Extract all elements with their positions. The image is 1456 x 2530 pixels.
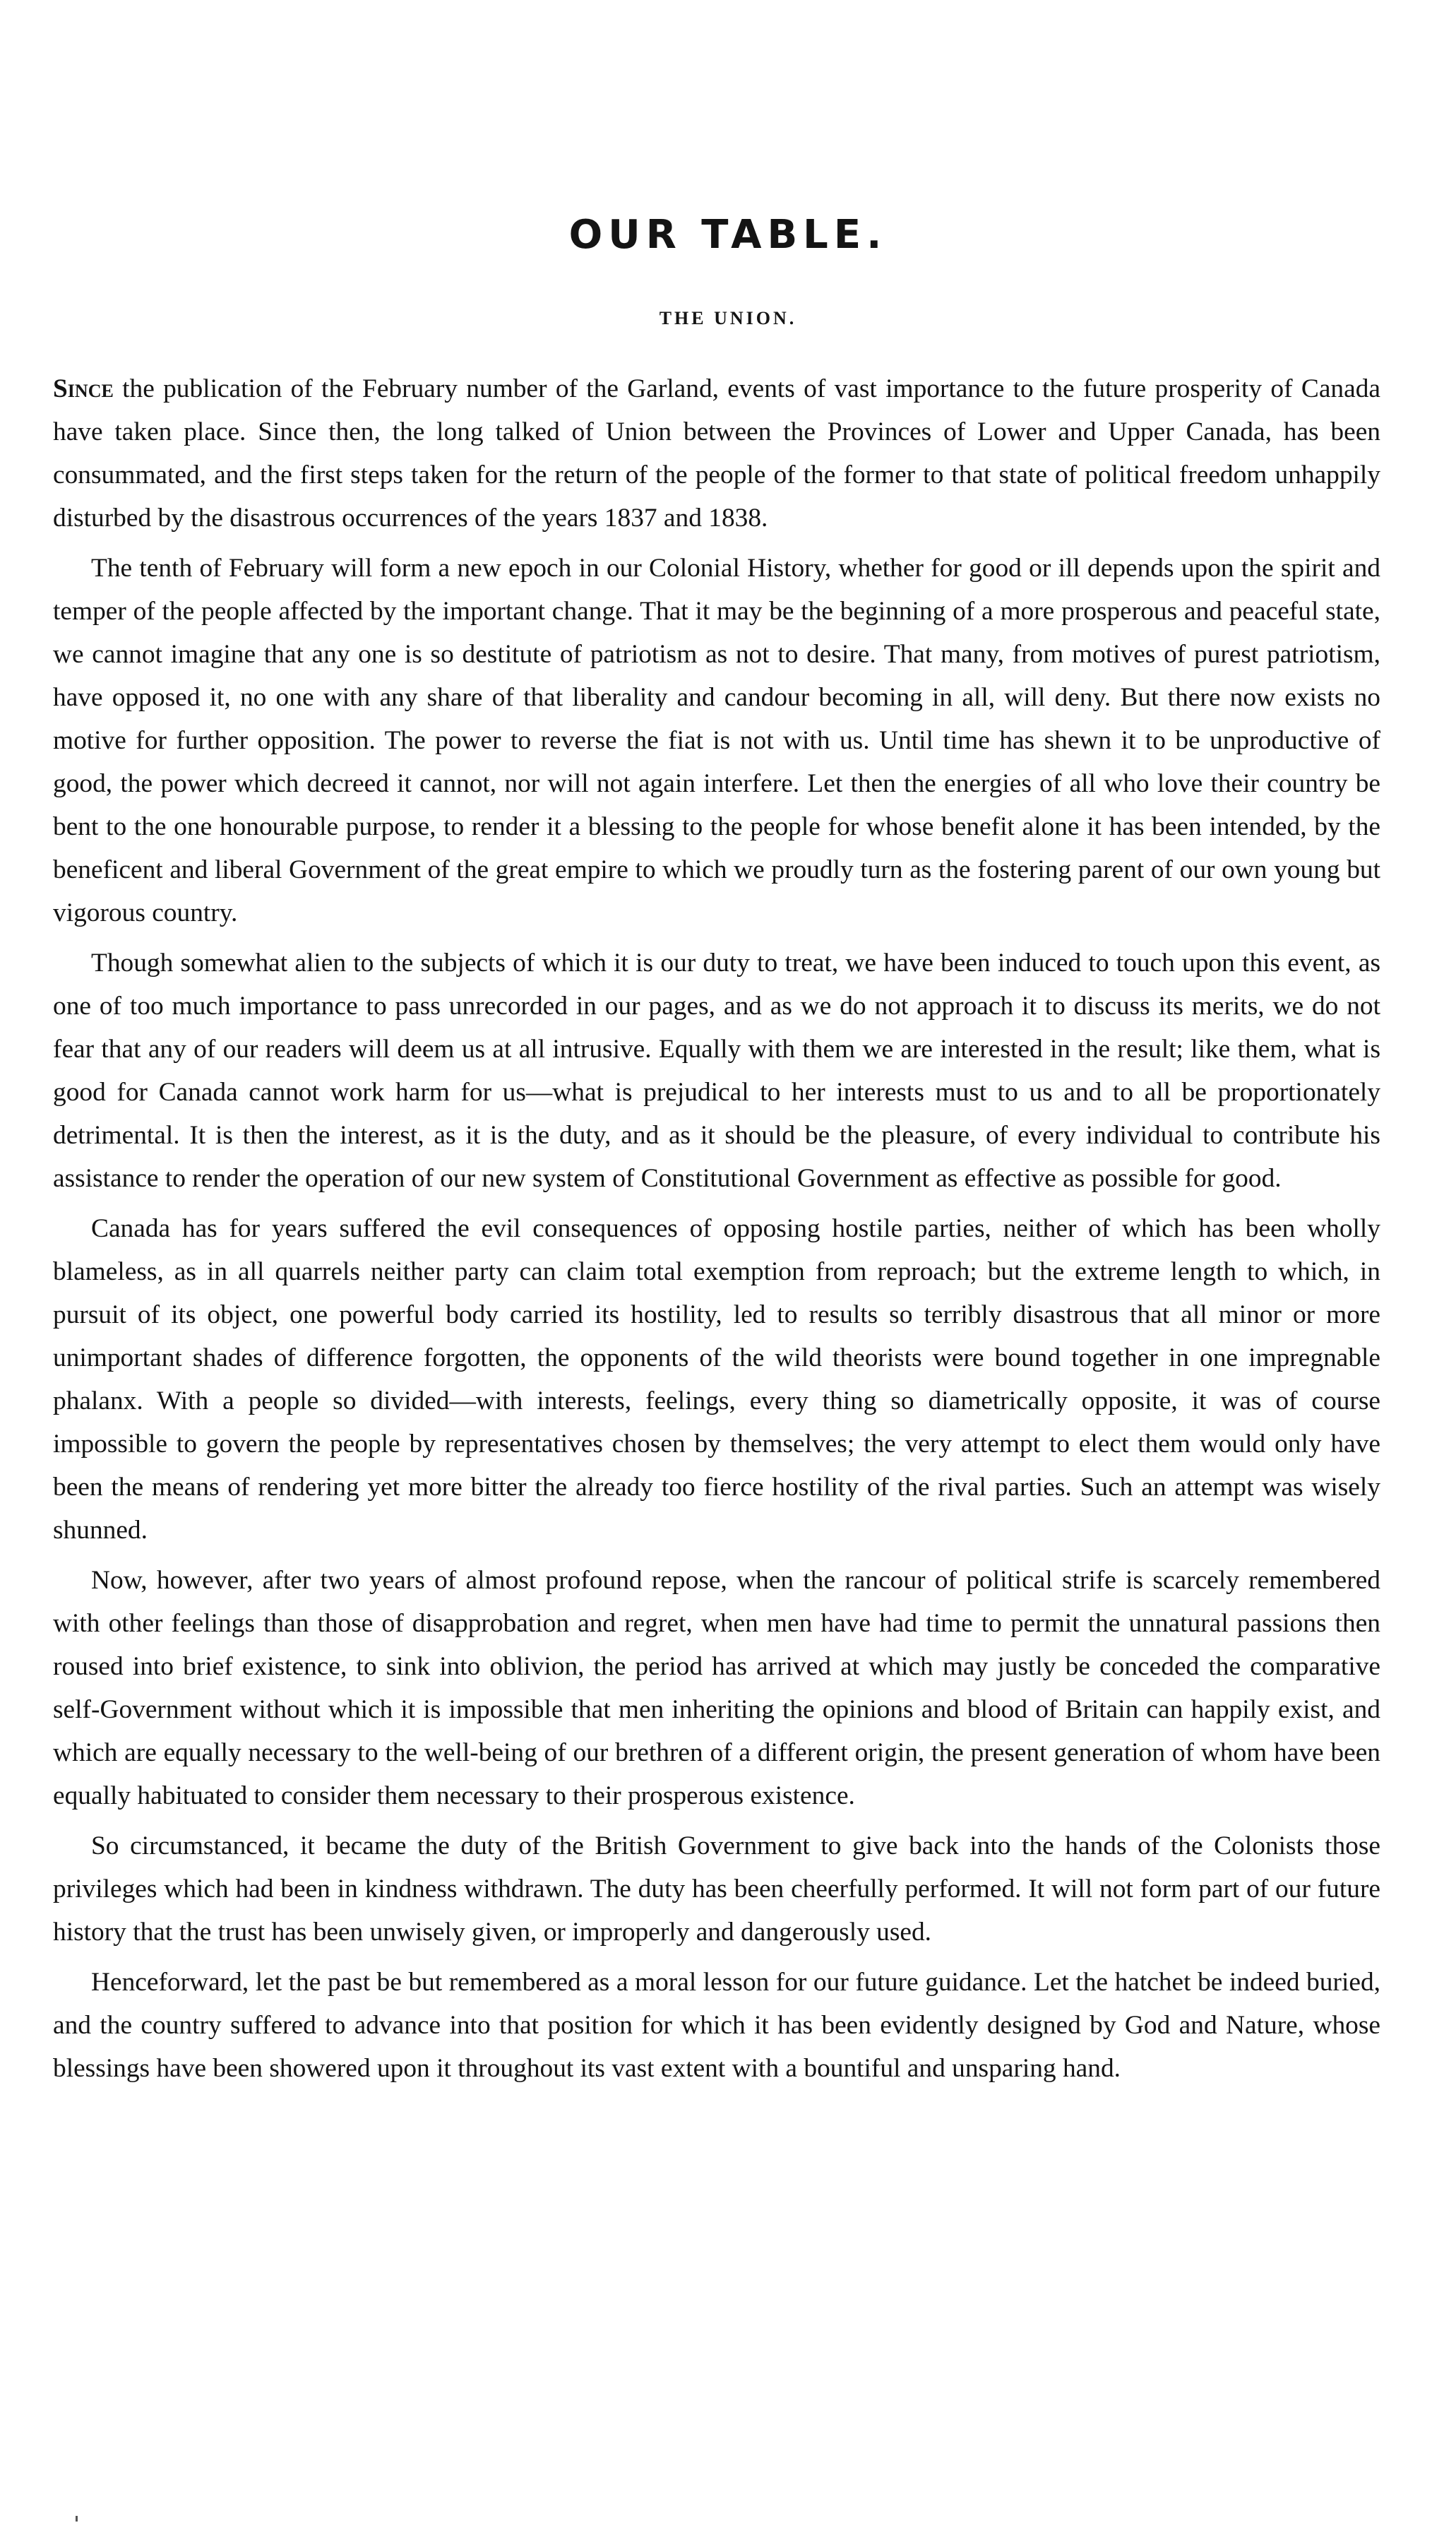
paragraph-text: Canada has for years suffered the evil consequences of opposing hostile parties, neither of which has been wholly blameless, as in all quarrels neither party can claim total exemption from reproach; but the extreme length to which, in pursuit of its object, one powerful body carried its hostility, led to results so terribly disastrous that all minor or more unimportant shades of difference forgotten, the opponents of the wild theorists were bound together in one impregnable phalanx. With a people so divided—with interests, feelings, every thing so diametrically opposite, it was of course impossible to govern the people by representatives chosen by themselves; the very attempt to elect them would only have been the means of rendering yet more bitter the already too fierce hostility of the rival parties. Such an attempt was wisely shunned. [53,1214,1380,1545]
paragraph-6 [53,1824,1380,1954]
paragraph-text: Now, however, after two years of almost profound repose, when the rancour of political strife is scarcely remembered with other feelings than those of disapprobation and regret, when men have had time to permit the unnatural passions then roused into brief existence, to sink into oblivion, the period has arrived at which may justly be conceded the comparative self-Government without which it is impossible that men inheriting the opinions and blood of Britain can happily exist, and which are equally necessary to the well-being of our brethren of a different origin, the present generation of whom have been equally habituated to consider them necessary to their prosperous existence. [53,1566,1380,1810]
print-speck [76,2516,78,2522]
paragraph-7 [53,1961,1380,2090]
paragraph-2 [53,547,1380,934]
paragraph-1 [53,367,1380,540]
section-title: THE UNION. [659,308,797,328]
paragraph-text: So circumstanced, it became the duty of the British Government to give back into the hands of the Colonists those privileges which had been in kindness withdrawn. The duty has been cheerfully performed. It will not form part of our future history that the trust has been unwisely given, or improperly and dangerously used. [53,1831,1380,1947]
article-body [53,367,1380,2090]
paragraph-3 [53,942,1380,1200]
paragraph-text: the publication of the February number of the Garland, events of vast importance to the future prosperity of Canada have taken place. Since then, the long talked of Union between the Provinces of Lower and Upper Canada, has been consummated, and the first steps taken for the return of the people of the former to that state of political freedom unhappily disturbed by the disastrous occurrences of the years 1837 and 1838. [53,374,1380,533]
paragraph-text: Henceforward, let the past be but remembered as a moral lesson for our future guidance. Let the hatchet be indeed buried, and the country suffered to advance into that position for which it has been evidently designed by God and Nature, whose blessings have been showered upon it throughout its vast extent with a bountiful and unsparing hand. [53,1968,1380,2083]
paragraph-5 [53,1559,1380,1817]
paragraph-lead: Since [53,374,114,403]
paragraph-4 [53,1207,1380,1552]
paragraph-text: Though somewhat alien to the subjects of which it is our duty to treat, we have been induced to touch upon this event, as one of too much importance to pass unrecorded in our pages, and as we do not approach it to discuss its merits, we do not fear that any of our readers will deem us at all intrusive. Equally with them we are interested in the result; like them, what is good for Canada cannot work harm for us—what is prejudical to her interests must to us and to all be proportionately detrimental. It is then the interest, as it is the duty, and as it should be the pleasure, of every individual to contribute his assistance to render the operation of our new system of Constitutional Government as effective as possible for good. [53,949,1380,1193]
page-header: OUR TABLE. [568,212,888,258]
paragraph-text: The tenth of February will form a new epoch in our Colonial History, whether for good or ill depends upon the spirit and temper of the people affected by the important change. That it may be the beginning of a more prosperous and peaceful state, we cannot imagine that any one is so destitute of patriotism as not to desire. That many, from motives of purest patriotism, have opposed it, no one with any share of that liberality and candour becoming in all, will deny. But there now exists no motive for further opposition. The power to reverse the fiat is not with us. Until time has shewn it to be unproductive of good, the power which decreed it cannot, nor will not again interfere. Let then the energies of all who love their country be bent to the one honourable purpose, to render it a blessing to the people for whose benefit alone it has been intended, by the beneficent and liberal Government of the great empire to which we proudly turn as the fostering parent of our own young but vigorous country. [53,554,1380,927]
